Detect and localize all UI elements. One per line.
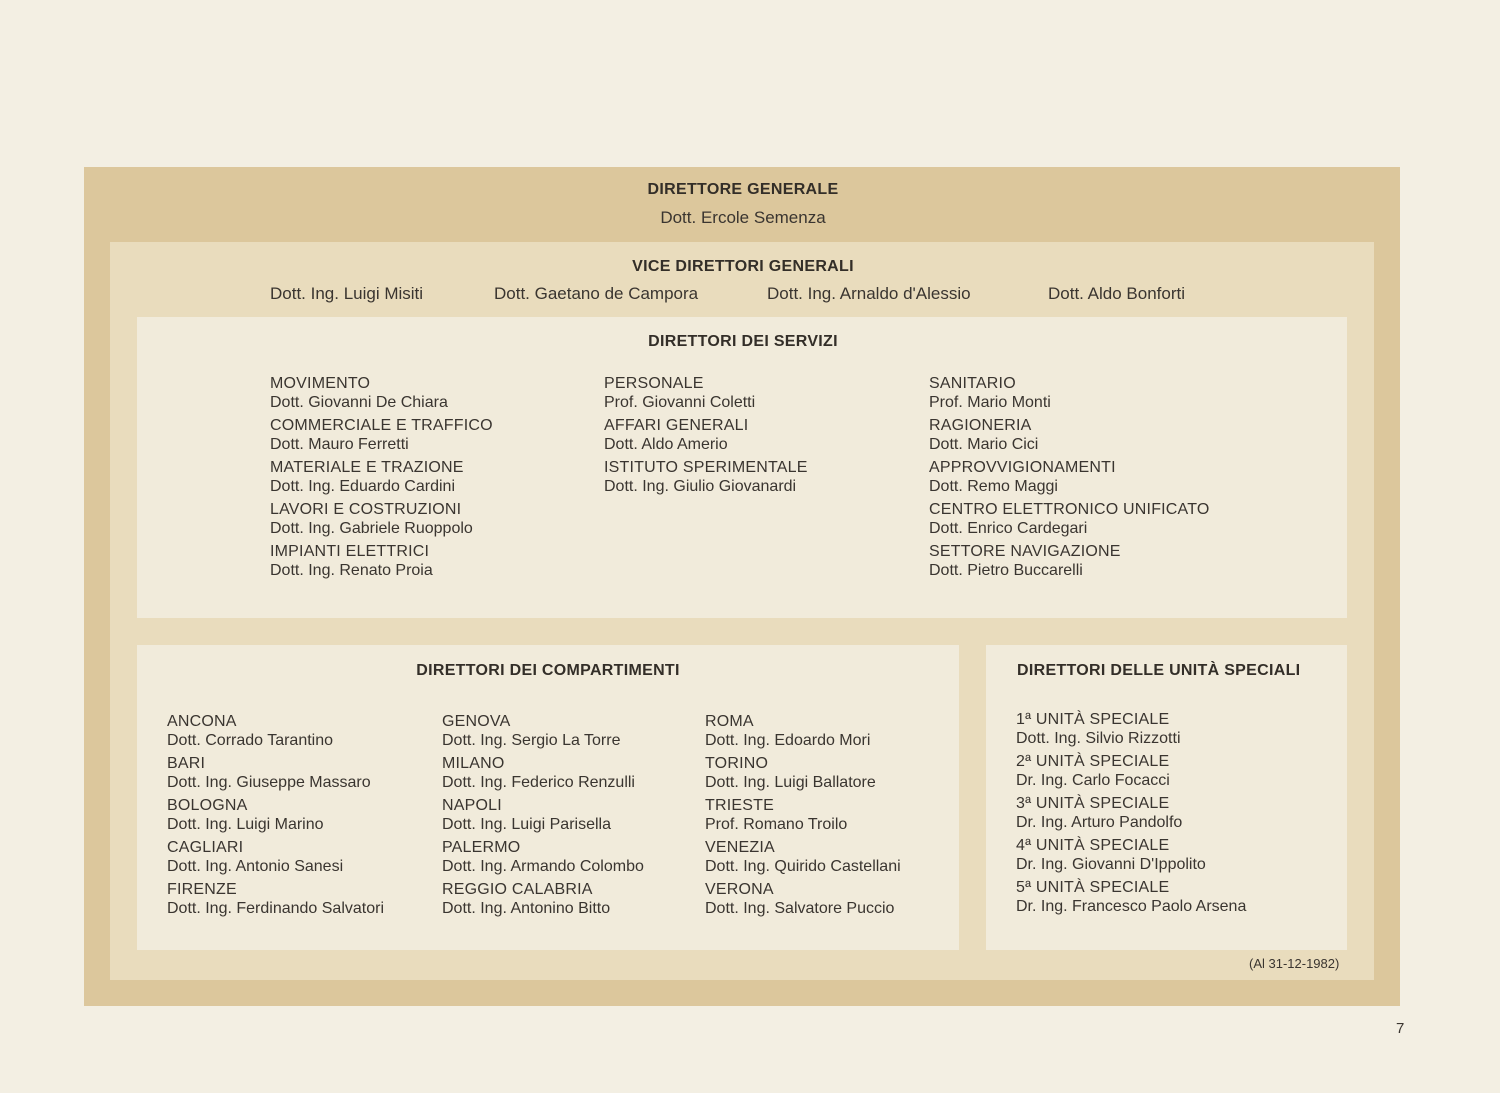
compartimento-city: TORINO (705, 755, 769, 772)
unita-director: Dr. Ing. Francesco Paolo Arsena (1016, 898, 1247, 915)
servizio-entry (604, 416, 808, 454)
compartimento-city: VERONA (705, 881, 774, 898)
compartimento-city: TRIESTE (705, 797, 774, 814)
compartimento-city: BOLOGNA (167, 797, 248, 814)
servizio-director: Prof. Giovanni Coletti (604, 394, 756, 411)
servizio-director: Dott. Aldo Amerio (604, 436, 728, 453)
compartimento-director: Dott. Ing. Armando Colombo (442, 858, 644, 875)
unita-role: 5ª UNITÀ SPECIALE (1016, 879, 1170, 896)
compartimento-director: Dott. Ing. Federico Renzulli (442, 774, 635, 791)
servizio-director: Dott. Remo Maggi (929, 478, 1058, 495)
compartimento-director: Dott. Ing. Luigi Parisella (442, 816, 611, 833)
compartimento-city: BARI (167, 755, 206, 772)
compartimento-entry (705, 838, 901, 876)
compartimento-entry (442, 838, 644, 876)
vice-direttore-name: Dott. Ing. Luigi Misiti (270, 284, 424, 303)
compartimento-director: Dott. Ing. Luigi Ballatore (705, 774, 876, 791)
servizio-director: Dott. Pietro Buccarelli (929, 562, 1083, 579)
compartimento-entry (705, 754, 901, 792)
unita-entry (1016, 836, 1246, 874)
servizio-role: SANITARIO (929, 375, 1016, 392)
servizio-director: Dott. Mauro Ferretti (270, 436, 409, 453)
compartimento-director: Dott. Ing. Sergio La Torre (442, 732, 621, 749)
servizio-director: Prof. Mario Monti (929, 394, 1051, 411)
servizio-entry (270, 416, 493, 454)
servizio-entry (270, 374, 493, 412)
compartimento-city: FIRENZE (167, 881, 237, 898)
servizi-column-2 (604, 374, 808, 500)
servizio-role: SETTORE NAVIGAZIONE (929, 543, 1121, 560)
compartimento-director: Dott. Ing. Quirido Castellani (705, 858, 901, 875)
compartimento-entry (167, 880, 384, 918)
servizio-entry (929, 542, 1210, 580)
vice-direttore-name: Dott. Aldo Bonforti (1048, 284, 1186, 303)
servizio-entry (270, 500, 493, 538)
servizio-role: IMPIANTI ELETTRICI (270, 543, 430, 560)
servizio-role: COMMERCIALE E TRAFFICO (270, 417, 493, 434)
compartimento-director: Dott. Ing. Luigi Marino (167, 816, 324, 833)
unita-role: 4ª UNITÀ SPECIALE (1016, 837, 1170, 854)
servizio-role: MOVIMENTO (270, 375, 371, 392)
compartimenti-column-2 (442, 712, 644, 922)
compartimento-director: Dott. Ing. Edoardo Mori (705, 732, 871, 749)
direttore-generale-name: Dott. Ercole Semenza (660, 208, 826, 227)
servizi-column-3 (929, 374, 1210, 584)
servizio-director: Dott. Giovanni De Chiara (270, 394, 448, 411)
vice-direttore-name: Dott. Gaetano de Campora (494, 284, 699, 303)
unita-role: 3ª UNITÀ SPECIALE (1016, 795, 1170, 812)
compartimento-entry (705, 796, 901, 834)
servizio-role: PERSONALE (604, 375, 704, 392)
unita-role: 1ª UNITÀ SPECIALE (1016, 711, 1170, 728)
compartimento-director: Prof. Romano Troilo (705, 816, 848, 833)
compartimento-city: ROMA (705, 713, 754, 730)
unita-speciali-column (1016, 710, 1246, 920)
page-number: 7 (1396, 1020, 1405, 1037)
compartimento-director: Dott. Ing. Salvatore Puccio (705, 900, 895, 917)
compartimento-entry (167, 838, 384, 876)
compartimento-entry (705, 880, 901, 918)
compartimenti-column-1 (167, 712, 384, 922)
servizio-entry (929, 500, 1210, 538)
unita-entry (1016, 710, 1246, 748)
servizio-entry (929, 374, 1210, 412)
unita-director: Dr. Ing. Carlo Focacci (1016, 772, 1170, 789)
servizio-director: Dott. Ing. Gabriele Ruoppolo (270, 520, 473, 537)
compartimento-city: CAGLIARI (167, 839, 244, 856)
direttore-generale-heading: DIRETTORE GENERALE (647, 181, 839, 198)
compartimento-entry (442, 712, 644, 750)
unita-entry (1016, 752, 1246, 790)
servizio-director: Dott. Ing. Renato Proia (270, 562, 433, 579)
unita-speciali-heading: DIRETTORI DELLE UNITÀ SPECIALI (1017, 662, 1301, 679)
date-note: (Al 31-12-1982) (1249, 956, 1340, 971)
servizio-role: CENTRO ELETTRONICO UNIFICATO (929, 501, 1210, 518)
compartimento-city: GENOVA (442, 713, 511, 730)
servizio-director: Dott. Ing. Eduardo Cardini (270, 478, 455, 495)
compartimenti-column-3 (705, 712, 901, 922)
servizio-entry (604, 458, 808, 496)
compartimento-director: Dott. Ing. Antonino Bitto (442, 900, 611, 917)
compartimento-director: Dott. Corrado Tarantino (167, 732, 334, 749)
compartimento-entry (167, 754, 384, 792)
unita-director: Dr. Ing. Giovanni D'Ippolito (1016, 856, 1206, 873)
compartimento-city: PALERMO (442, 839, 521, 856)
compartimento-city: NAPOLI (442, 797, 502, 814)
unita-entry (1016, 794, 1246, 832)
compartimento-director: Dott. Ing. Antonio Sanesi (167, 858, 344, 875)
compartimento-entry (167, 796, 384, 834)
compartimento-city: VENEZIA (705, 839, 775, 856)
vice-direttori-heading: VICE DIRETTORI GENERALI (632, 258, 854, 275)
compartimento-city: REGGIO CALABRIA (442, 881, 593, 898)
servizio-role: RAGIONERIA (929, 417, 1032, 434)
compartimento-director: Dott. Ing. Giuseppe Massaro (167, 774, 371, 791)
servizio-entry (929, 416, 1210, 454)
unita-entry (1016, 878, 1246, 916)
vice-direttore-name: Dott. Ing. Arnaldo d'Alessio (767, 284, 971, 303)
compartimento-director: Dott. Ing. Ferdinando Salvatori (167, 900, 385, 917)
servizio-director: Dott. Mario Cici (929, 436, 1039, 453)
compartimento-entry (442, 754, 644, 792)
servizio-entry (604, 374, 808, 412)
servizi-column-1 (270, 374, 493, 584)
servizio-role: LAVORI E COSTRUZIONI (270, 501, 462, 518)
unita-director: Dott. Ing. Silvio Rizzotti (1016, 730, 1181, 747)
compartimento-entry (705, 712, 901, 750)
servizio-entry (270, 542, 493, 580)
servizio-entry (270, 458, 493, 496)
compartimento-entry (442, 880, 644, 918)
unita-role: 2ª UNITÀ SPECIALE (1016, 753, 1170, 770)
servizio-director: Dott. Enrico Cardegari (929, 520, 1088, 537)
servizio-director: Dott. Ing. Giulio Giovanardi (604, 478, 797, 495)
servizi-heading: DIRETTORI DEI SERVIZI (648, 333, 838, 350)
compartimento-entry (167, 712, 384, 750)
servizio-role: ISTITUTO SPERIMENTALE (604, 459, 808, 476)
compartimento-entry (442, 796, 644, 834)
compartimenti-heading: DIRETTORI DEI COMPARTIMENTI (416, 662, 680, 679)
compartimento-city: MILANO (442, 755, 505, 772)
compartimento-city: ANCONA (167, 713, 237, 730)
servizio-role: APPROVVIGIONAMENTI (929, 459, 1116, 476)
servizio-entry (929, 458, 1210, 496)
servizio-role: AFFARI GENERALI (604, 417, 749, 434)
servizio-role: MATERIALE E TRAZIONE (270, 459, 464, 476)
unita-director: Dr. Ing. Arturo Pandolfo (1016, 814, 1183, 831)
